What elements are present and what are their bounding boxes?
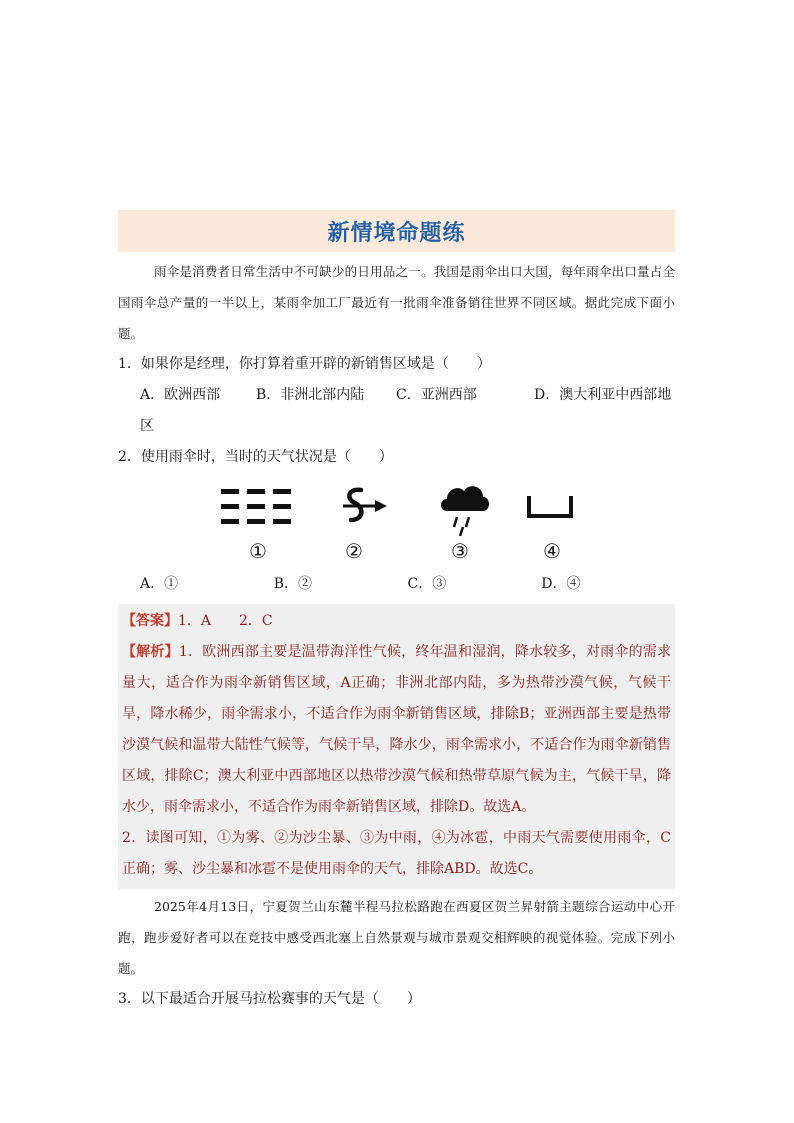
q1-option-b[interactable]: B．非洲北部内陆 bbox=[256, 387, 365, 403]
analysis-text-1: 1．欧洲西部主要是温带海洋性气候，终年温和湿润，降水较多，对雨伞的需求量大，适合作为雨伞新销售区域，A正确；非洲北部内陆，多为热带沙漠气候，气候干旱，降水稀少，雨伞需求小，不适合作为雨伞新销售区域，排除B；亚洲西部主要是热带沙漠气候和温带大陆性气候等，气候干旱，降水少，雨伞需求小，不适合作为雨伞新销售区域，排除C；澳大利亚中西部地区以热带沙漠气候和热带草原气候为主，气候干旱，降水少，雨伞需求小，不适合作为雨伞新销售区域，排除D。故选A。 bbox=[122, 644, 672, 815]
symbol-label-1: ① bbox=[249, 539, 267, 563]
worksheet-page bbox=[118, 210, 675, 1015]
passage-marathon: 2025年4月13日，宁夏贺兰山东麓半程马拉松路跑在西夏区贺兰昇射箭主题综合运动中心开跑，跑步爱好者可以在竞技中感受西北塞上自然景观与城市景观交相辉映的视觉体验。完成下列小题。 bbox=[118, 899, 675, 976]
question-3-stem: 3．以下最适合开展马拉松赛事的天气是（ ） bbox=[118, 991, 421, 1007]
analysis-text-2: 2．读图可知，①为雾、②为沙尘暴、③为中雨，④为冰雹，中雨天气需要使用雨伞，C正确；雾、沙尘暴和冰雹不是使用雨伞的天气，排除ABD。故选C。 bbox=[122, 830, 671, 877]
page-title: 新情境命题练 bbox=[327, 220, 466, 246]
answer-line bbox=[122, 606, 671, 637]
title-bar bbox=[118, 210, 675, 252]
answer-text: 1．A 2．C bbox=[178, 613, 273, 629]
fog-icon bbox=[218, 477, 296, 537]
sandstorm-icon bbox=[322, 477, 400, 537]
q1-option-d-wrap: 区 bbox=[140, 418, 154, 434]
question-1-stem: 1．如果你是经理，你打算着重开辟的新销售区域是（ ） bbox=[118, 356, 491, 372]
q1-option-a[interactable]: A．欧洲西部 bbox=[140, 387, 221, 403]
moderate-rain-icon bbox=[426, 477, 504, 537]
answer-explanation-box bbox=[118, 604, 675, 889]
q2-option-d[interactable]: D．④ bbox=[541, 576, 581, 592]
hail-icon bbox=[511, 477, 589, 537]
question-2-stem: 2．使用雨伞时，当时的天气状况是（ ） bbox=[118, 449, 393, 465]
analysis-paragraph-1 bbox=[122, 637, 671, 823]
analysis-tag: 【解析】 bbox=[122, 644, 179, 660]
analysis-paragraph-2 bbox=[122, 823, 671, 885]
q2-option-b[interactable]: B．② bbox=[273, 576, 313, 592]
answer-tag: 【答案】 bbox=[122, 613, 178, 629]
symbol-label-4: ④ bbox=[543, 539, 561, 563]
q2-option-c[interactable]: C．③ bbox=[407, 576, 447, 592]
question-1-options bbox=[118, 380, 675, 411]
q1-option-c[interactable]: C．亚洲西部 bbox=[396, 387, 477, 403]
passage-umbrella: 雨伞是消费者日常生活中不可缺少的日用品之一。我国是雨伞出口大国，每年雨伞出口量占全国雨伞总产量的一半以上，某雨伞加工厂最近有一批雨伞准备销往世界不同区域。据此完成下面小题。 bbox=[118, 264, 675, 341]
question-2-options bbox=[118, 569, 675, 600]
weather-symbols bbox=[118, 477, 675, 569]
q1-option-d[interactable]: D．澳大利亚中西部地 bbox=[534, 387, 672, 403]
symbol-label-3: ③ bbox=[451, 539, 469, 563]
q2-option-a[interactable]: A．① bbox=[140, 576, 179, 592]
symbol-label-2: ② bbox=[345, 539, 363, 563]
